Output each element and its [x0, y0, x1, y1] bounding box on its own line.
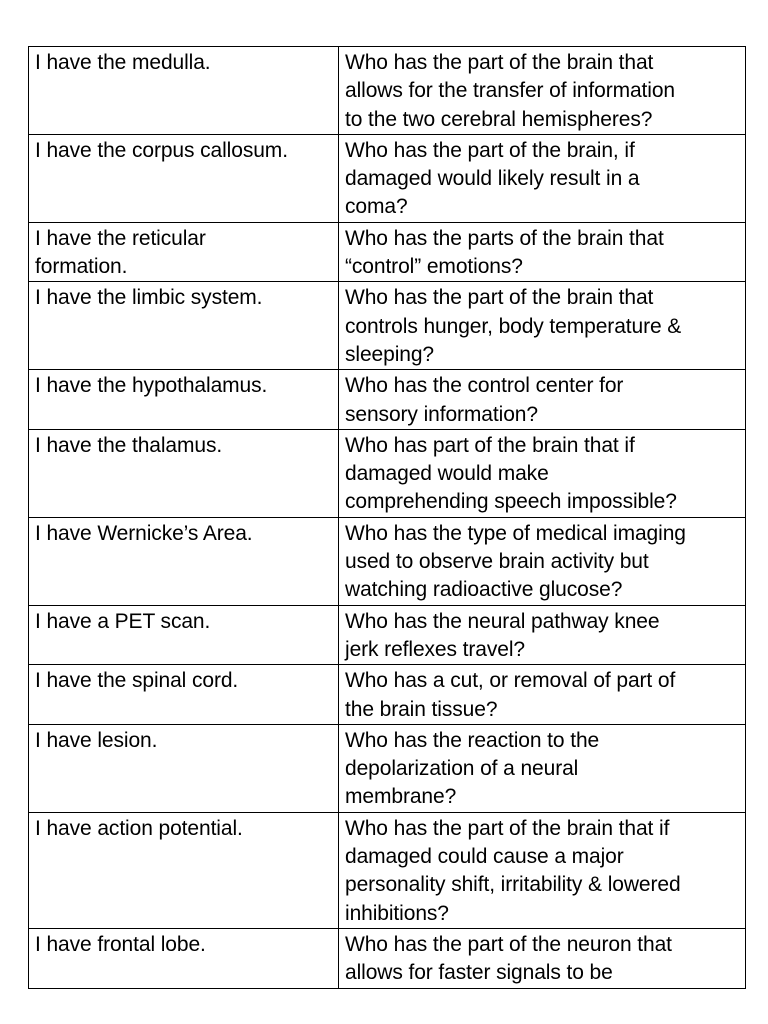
who-has-cell	[339, 928, 746, 988]
who-has-line: Who has the reaction to the	[345, 728, 600, 752]
i-have-line: I have the spinal cord.	[35, 669, 239, 693]
who-has-cell	[339, 222, 746, 282]
table-row	[29, 282, 746, 370]
who-has-cell	[339, 517, 746, 605]
who-has-line: “control” emotions?	[345, 255, 523, 279]
who-has-line: Who has the control center for	[345, 374, 624, 398]
table-row	[29, 665, 746, 725]
i-have-cell	[29, 47, 339, 135]
i-have-cell	[29, 429, 339, 517]
i-have-line: I have the reticular	[35, 226, 206, 250]
who-has-line: personality shift, irritability & lowered	[345, 873, 681, 897]
who-has-line: Who has the type of medical imaging	[345, 521, 686, 545]
who-has-line: damaged would likely result in a	[345, 167, 640, 191]
table-row	[29, 134, 746, 222]
i-have-line: I have the limbic system.	[35, 286, 263, 310]
i-have-line: formation.	[35, 255, 128, 279]
i-have-cell	[29, 517, 339, 605]
who-has-cell	[339, 724, 746, 812]
table-row	[29, 370, 746, 430]
table-row	[29, 222, 746, 282]
who-has-line: Who has a cut, or removal of part of	[345, 669, 676, 693]
i-have-line: I have the hypothalamus.	[35, 374, 268, 398]
table-row	[29, 429, 746, 517]
i-have-line: I have a PET scan.	[35, 609, 211, 633]
who-has-line: Who has the part of the brain that if	[345, 816, 670, 840]
table-row	[29, 47, 746, 135]
who-has-line: membrane?	[345, 785, 457, 809]
who-has-cell	[339, 429, 746, 517]
who-has-line: allows for the transfer of information	[345, 79, 676, 103]
i-have-cell	[29, 282, 339, 370]
who-has-cell	[339, 370, 746, 430]
i-have-cell	[29, 724, 339, 812]
who-has-line: Who has the part of the neuron that	[345, 932, 672, 956]
who-has-line: inhibitions?	[345, 901, 449, 925]
i-have-line: I have lesion.	[35, 728, 158, 752]
i-have-line: I have frontal lobe.	[35, 932, 206, 956]
who-has-line: jerk reflexes travel?	[345, 637, 525, 661]
table-row	[29, 724, 746, 812]
who-has-line: controls hunger, body temperature &	[345, 314, 682, 338]
who-has-cell	[339, 47, 746, 135]
who-has-line: sleeping?	[345, 342, 435, 366]
who-has-line: coma?	[345, 195, 408, 219]
who-has-line: the brain tissue?	[345, 697, 498, 721]
who-has-line: allows for faster signals to be	[345, 961, 613, 985]
who-has-line: Who has the part of the brain that	[345, 51, 654, 74]
who-has-line: comprehending speech impossible?	[345, 490, 677, 514]
table-row	[29, 928, 746, 988]
i-have-cell	[29, 222, 339, 282]
i-have-line: I have Wernicke’s Area.	[35, 521, 253, 545]
table-row	[29, 605, 746, 665]
who-has-cell	[339, 605, 746, 665]
who-has-line: watching radioactive glucose?	[345, 578, 623, 602]
i-have-cell	[29, 665, 339, 725]
i-have-cell	[29, 370, 339, 430]
who-has-line: Who has part of the brain that if	[345, 433, 635, 457]
who-has-line: used to observe brain activity but	[345, 550, 649, 574]
who-has-cell	[339, 282, 746, 370]
card-sheet	[28, 46, 746, 989]
table-body	[29, 47, 746, 989]
who-has-line: sensory information?	[345, 402, 538, 426]
i-have-cell	[29, 134, 339, 222]
who-has-cell	[339, 665, 746, 725]
i-have-who-has-table	[28, 46, 746, 989]
who-has-line: damaged could cause a major	[345, 845, 624, 869]
i-have-line: I have the thalamus.	[35, 433, 223, 457]
who-has-line: to the two cerebral hemispheres?	[345, 107, 653, 131]
who-has-line: Who has the neural pathway knee	[345, 609, 660, 633]
who-has-line: Who has the part of the brain that	[345, 286, 654, 310]
who-has-line: damaged would make	[345, 462, 549, 486]
who-has-line: depolarization of a neural	[345, 757, 579, 781]
i-have-cell	[29, 812, 339, 928]
who-has-cell	[339, 134, 746, 222]
who-has-line: Who has the parts of the brain that	[345, 226, 664, 250]
who-has-line: Who has the part of the brain, if	[345, 138, 635, 162]
i-have-line: I have action potential.	[35, 816, 243, 840]
i-have-cell	[29, 928, 339, 988]
i-have-cell	[29, 605, 339, 665]
table-row	[29, 812, 746, 928]
i-have-line: I have the corpus callosum.	[35, 138, 288, 162]
who-has-cell	[339, 812, 746, 928]
i-have-line: I have the medulla.	[35, 51, 211, 74]
table-row	[29, 517, 746, 605]
